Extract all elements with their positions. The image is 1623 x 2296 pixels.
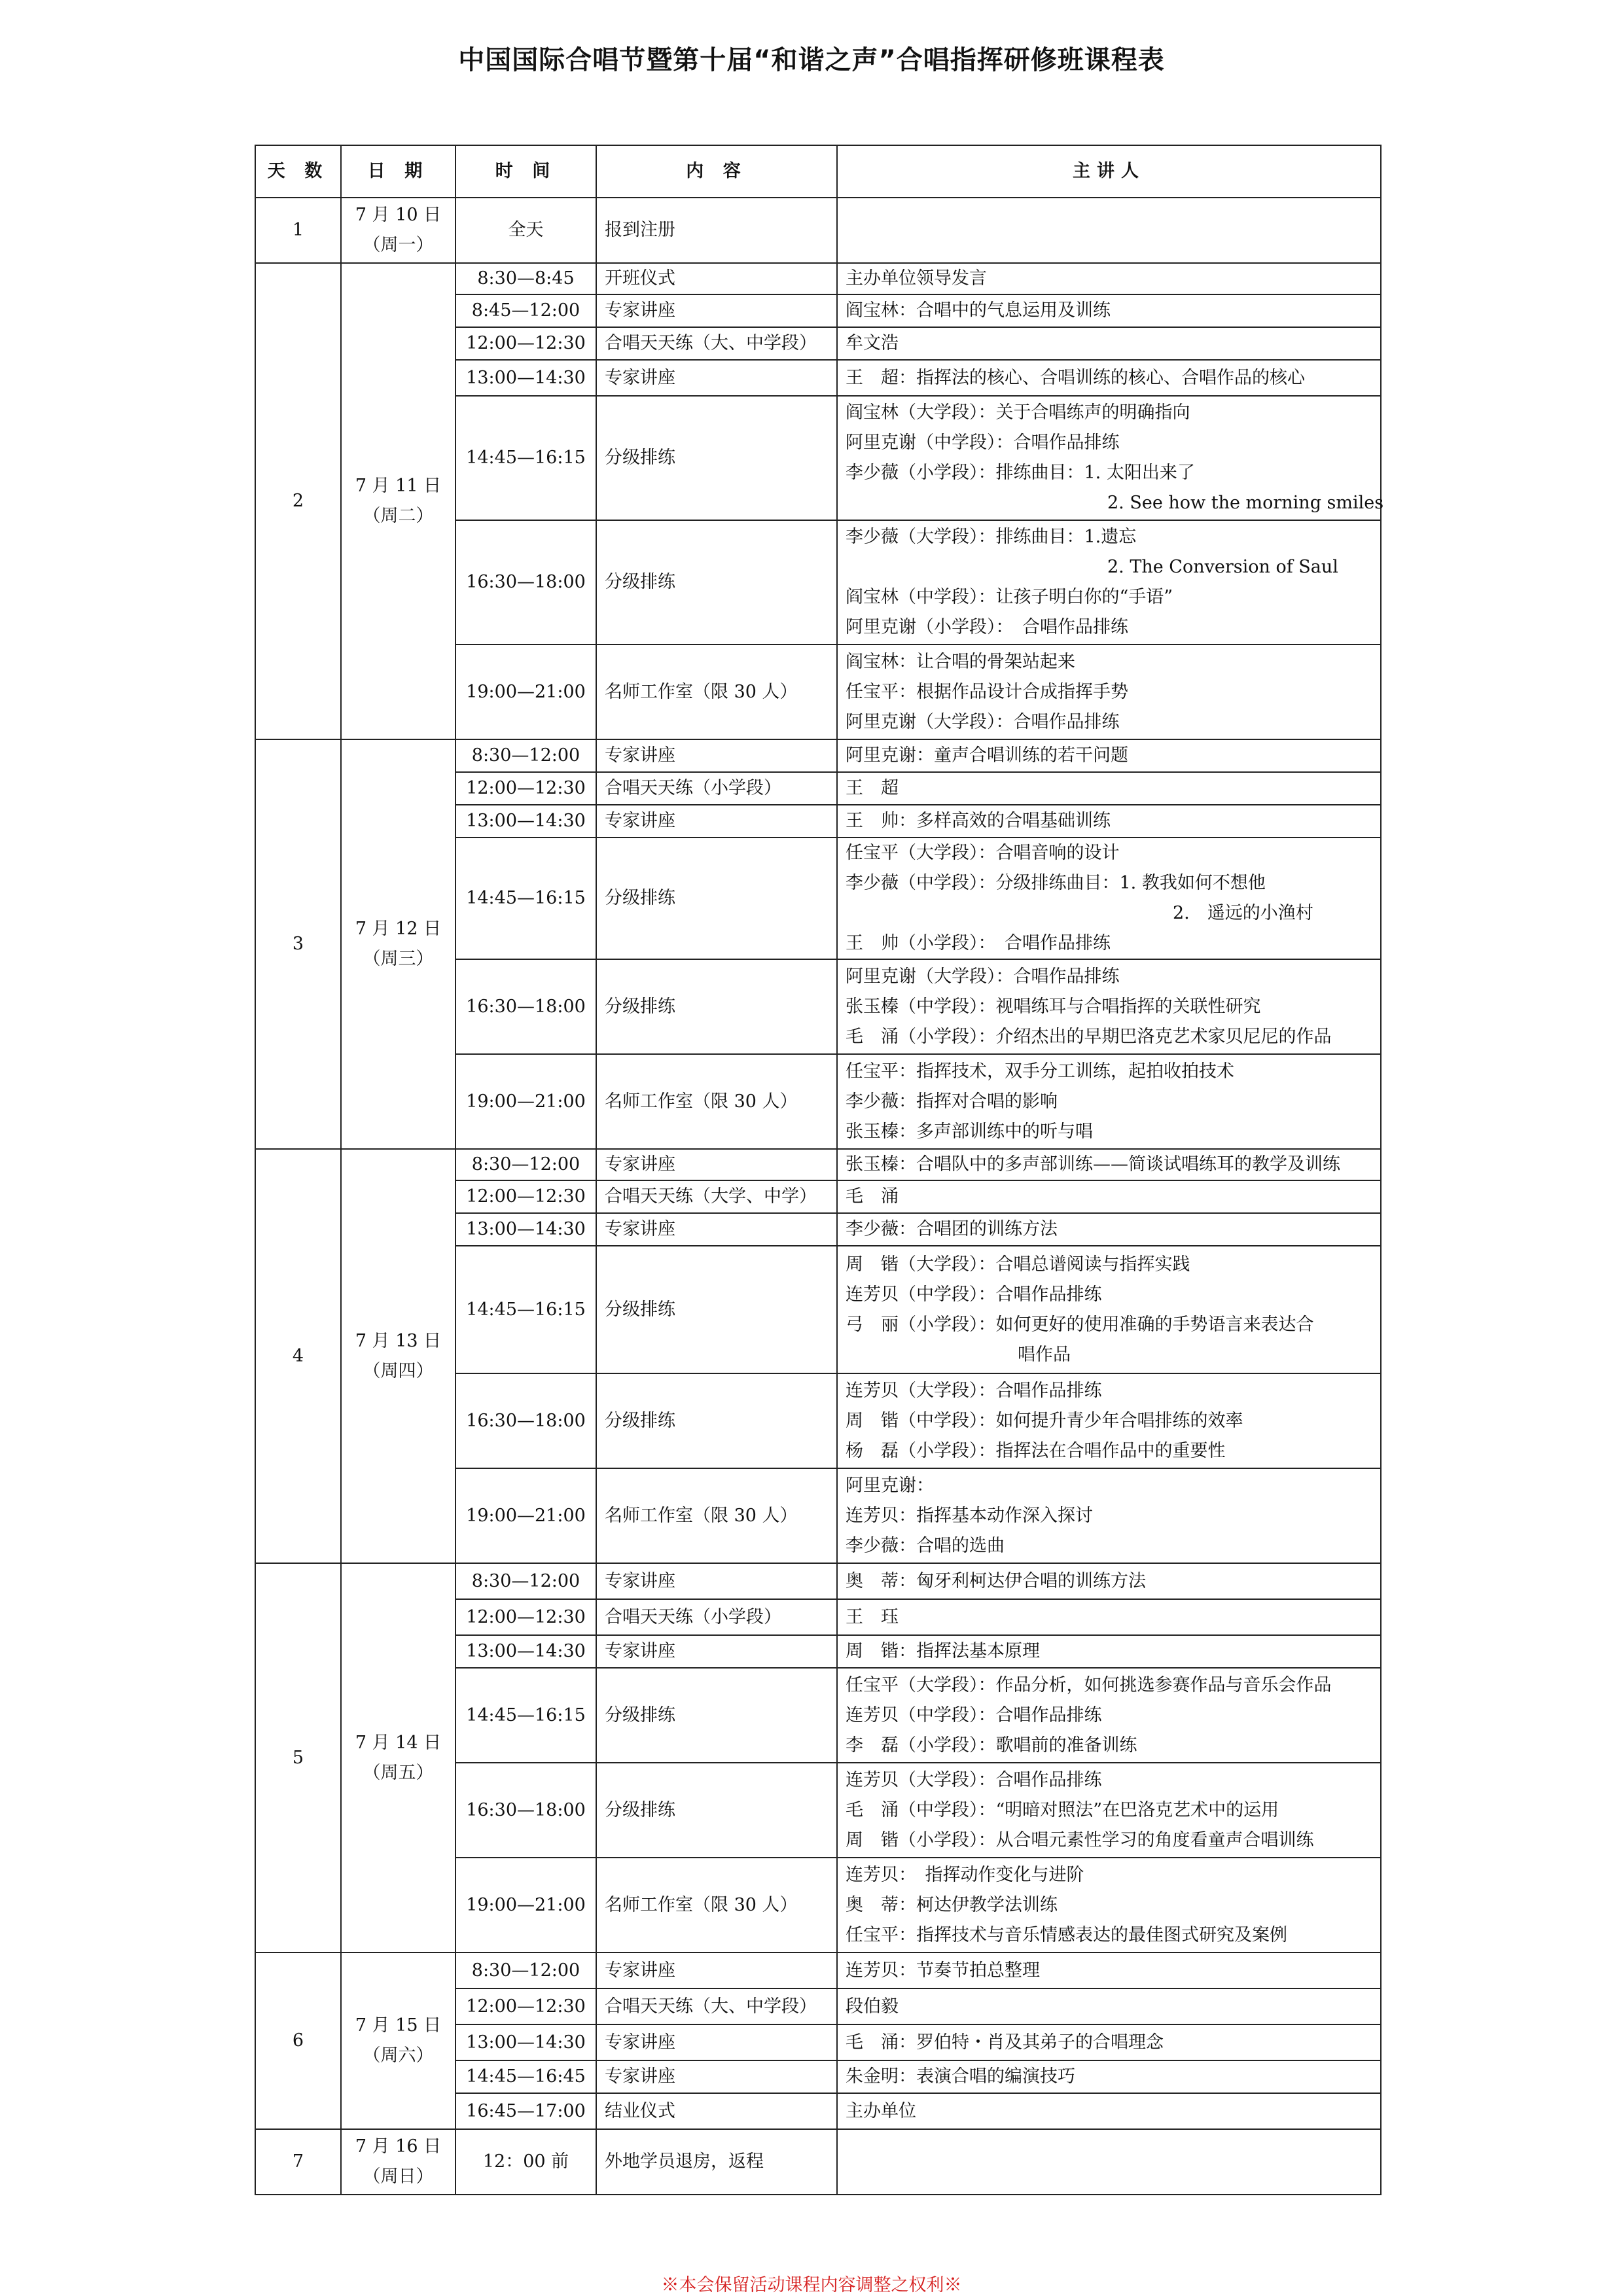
session-time: 14:45—16:15	[455, 396, 596, 520]
session-time: 12:00—12:30	[455, 772, 596, 805]
date-line: （周一）	[363, 235, 434, 255]
speaker-line: 阎宝林（大学段）：关于合唱练声的明确指向	[846, 402, 1190, 423]
speaker-line: 阿里克谢（小学段）： 合唱作品排练	[846, 617, 1128, 637]
session-content: 分级排练	[596, 520, 837, 645]
session-speaker	[837, 360, 1381, 396]
session-time: 8:30—8:45	[455, 263, 596, 294]
session-content: 开班仪式	[596, 263, 837, 294]
session-time: 19:00—21:00	[455, 1468, 596, 1563]
date-line: （周三）	[363, 949, 434, 969]
session-speaker	[837, 2024, 1381, 2060]
speaker-line: 主办单位领导发言	[846, 268, 987, 289]
speaker-line: 主办单位	[846, 2100, 916, 2121]
session-content: 名师工作室（限 30 人）	[596, 1054, 837, 1149]
session-speaker	[837, 520, 1381, 645]
session-time: 16:30—18:00	[455, 959, 596, 1054]
speaker-line: 李少薇（中学段）：分级排练曲目：1. 教我如何不想他	[846, 873, 1266, 893]
session-time: 13:00—14:30	[455, 360, 596, 396]
speaker-line: 阿里克谢：童声合唱训练的若干问题	[846, 745, 1128, 766]
session-content: 专家讲座	[596, 360, 837, 396]
session-speaker	[837, 1952, 1381, 1988]
speaker-line: 阎宝林：合唱中的气息运用及训练	[846, 300, 1111, 321]
session-speaker	[837, 2129, 1381, 2195]
speaker-line: 任宝平（大学段）：合唱音响的设计	[846, 843, 1120, 863]
speaker-line: 李少薇：合唱的选曲	[846, 1535, 1005, 1556]
speaker-line: 阿里克谢（大学段）：合唱作品排练	[846, 966, 1120, 987]
date-line: 7 月 16 日	[355, 2136, 442, 2157]
session-speaker	[837, 1563, 1381, 1599]
day-number: 1	[255, 198, 341, 263]
session-content: 专家讲座	[596, 294, 837, 327]
schedule-table	[255, 145, 1382, 2195]
speaker-line: 王 帅：多样高效的合唱基础训练	[846, 811, 1111, 831]
session-content: 分级排练	[596, 1373, 837, 1468]
session-time: 全天	[455, 198, 596, 263]
speaker-line: 连芳贝（中学段）：合唱作品排练	[846, 1704, 1102, 1725]
speaker-line: 2. The Conversion of Saul	[1107, 557, 1338, 577]
session-time: 8:30—12:00	[455, 1952, 596, 1988]
session-speaker	[837, 1635, 1381, 1668]
day-number: 5	[255, 1563, 341, 1952]
session-time: 14:45—16:15	[455, 838, 596, 959]
speaker-line: 2. See how the morning smiles	[1107, 493, 1384, 513]
session-time: 16:30—18:00	[455, 520, 596, 645]
session-speaker	[837, 838, 1381, 959]
date-line: 7 月 12 日	[355, 919, 442, 939]
session-time: 13:00—14:30	[455, 2024, 596, 2060]
date-line: （周四）	[363, 1360, 434, 1381]
date-line: 7 月 14 日	[355, 1732, 442, 1753]
session-speaker	[837, 1763, 1381, 1858]
table-row	[255, 1563, 1381, 1599]
table-row	[255, 1952, 1381, 1988]
session-speaker	[837, 1149, 1381, 1180]
date-line: 7 月 11 日	[355, 476, 442, 496]
speaker-line: 朱金明：表演合唱的编演技巧	[846, 2066, 1075, 2087]
session-speaker	[837, 1054, 1381, 1149]
speaker-line: 张玉榛（中学段）：视唱练耳与合唱指挥的关联性研究	[846, 996, 1261, 1017]
speaker-line: 任宝平：指挥技术，双手分工训练，起拍收拍技术	[846, 1061, 1234, 1082]
session-content: 名师工作室（限 30 人）	[596, 1858, 837, 1952]
session-speaker	[837, 1180, 1381, 1213]
date-line: 7 月 13 日	[355, 1330, 442, 1351]
session-content: 合唱天天练（大学、中学）	[596, 1180, 837, 1213]
speaker-line: 段伯毅	[846, 1996, 899, 2017]
session-time: 12：00 前	[455, 2129, 596, 2195]
session-content: 分级排练	[596, 1246, 837, 1373]
speaker-line: 2. 遥远的小渔村	[1173, 903, 1313, 923]
speaker-line: 奥 蒂：匈牙利柯达伊合唱的训练方法	[846, 1570, 1146, 1591]
header-row	[255, 145, 1381, 198]
speaker-line: 连芳贝：节奏节拍总整理	[846, 1960, 1040, 1981]
day-number: 6	[255, 1952, 341, 2129]
speaker-line: 王 帅（小学段）： 合唱作品排练	[846, 933, 1111, 953]
session-speaker	[837, 1246, 1381, 1373]
session-time: 8:45—12:00	[455, 294, 596, 327]
speaker-line: 连芳贝： 指挥动作变化与进阶	[846, 1864, 1084, 1885]
session-time: 12:00—12:30	[455, 1988, 596, 2024]
session-speaker	[837, 1468, 1381, 1563]
day-date	[341, 263, 455, 739]
day-number: 4	[255, 1149, 341, 1563]
speaker-line: 周 锴（中学段）：如何提升青少年合唱排练的效率	[846, 1410, 1243, 1431]
speaker-line: 任宝平：指挥技术与音乐情感表达的最佳图式研究及案例	[846, 1924, 1287, 1945]
session-time: 14:45—16:15	[455, 1668, 596, 1763]
session-time: 12:00—12:30	[455, 1180, 596, 1213]
session-content: 专家讲座	[596, 2060, 837, 2093]
session-time: 13:00—14:30	[455, 1635, 596, 1668]
speaker-line: 连芳贝：指挥基本动作深入探讨	[846, 1505, 1093, 1526]
speaker-line: 毛 涌（小学段）：介绍杰出的早期巴洛克艺术家贝尼尼的作品	[846, 1026, 1332, 1047]
speaker-line: 李少薇：指挥对合唱的影响	[846, 1091, 1058, 1112]
table-row	[255, 1149, 1381, 1180]
speaker-line: 阿里克谢（大学段）：合唱作品排练	[846, 711, 1120, 732]
session-time: 19:00—21:00	[455, 1858, 596, 1952]
session-content: 合唱天天练（小学段）	[596, 772, 837, 805]
speaker-line: 连芳贝（大学段）：合唱作品排练	[846, 1380, 1102, 1401]
session-speaker	[837, 1988, 1381, 2024]
speaker-line: 李少薇：合唱团的训练方法	[846, 1219, 1058, 1239]
speaker-line: 杨 磊（小学段）：指挥法在合唱作品中的重要性	[846, 1440, 1226, 1461]
session-speaker	[837, 1213, 1381, 1246]
speaker-line: 周 锴（大学段）：合唱总谱阅读与指挥实践	[846, 1254, 1190, 1275]
day-date	[341, 198, 455, 263]
session-time: 19:00—21:00	[455, 1054, 596, 1149]
session-time: 12:00—12:30	[455, 1599, 596, 1635]
day-date	[341, 2129, 455, 2195]
session-time: 13:00—14:30	[455, 1213, 596, 1246]
session-time: 13:00—14:30	[455, 805, 596, 838]
header-time: 时 间	[455, 145, 596, 198]
speaker-line: 阿里克谢：	[846, 1475, 934, 1496]
header-date: 日 期	[341, 145, 455, 198]
session-time: 8:30—12:00	[455, 1563, 596, 1599]
session-speaker	[837, 739, 1381, 772]
table-row	[255, 2129, 1381, 2195]
speaker-line: 王 超	[846, 778, 899, 798]
session-content: 报到注册	[596, 198, 837, 263]
day-date	[341, 1563, 455, 1952]
speaker-line: 任宝平（大学段）：作品分析，如何挑选参赛作品与音乐会作品	[846, 1674, 1332, 1695]
session-speaker	[837, 805, 1381, 838]
session-content: 分级排练	[596, 396, 837, 520]
date-line: （周五）	[363, 1762, 434, 1783]
speaker-line: 任宝平：根据作品设计合成指挥手势	[846, 681, 1128, 702]
session-content: 分级排练	[596, 838, 837, 959]
day-number: 7	[255, 2129, 341, 2195]
header-day: 天 数	[255, 145, 341, 198]
speaker-line: 李 磊（小学段）：歌唱前的准备训练	[846, 1735, 1137, 1756]
session-speaker	[837, 1373, 1381, 1468]
speaker-line: 阎宝林（中学段）：让孩子明白你的“手语”	[846, 587, 1173, 607]
footer-note: ※本会保留活动课程内容调整之权利※	[661, 2275, 962, 2295]
speaker-line: 奥 蒂：柯达伊教学法训练	[846, 1894, 1058, 1915]
date-line: 7 月 10 日	[355, 205, 442, 225]
day-date	[341, 1149, 455, 1563]
session-time: 16:30—18:00	[455, 1373, 596, 1468]
table-row	[255, 739, 1381, 772]
speaker-line: 毛 涌	[846, 1186, 899, 1207]
session-content: 分级排练	[596, 959, 837, 1054]
page-title: 中国国际合唱节暨第十届“和谐之声”合唱指挥研修班课程表	[458, 45, 1165, 75]
session-speaker	[837, 2060, 1381, 2093]
session-content: 名师工作室（限 30 人）	[596, 1468, 837, 1563]
date-line: （周二）	[363, 506, 434, 526]
session-speaker	[837, 327, 1381, 360]
session-speaker	[837, 294, 1381, 327]
speaker-line: 周 锴：指挥法基本原理	[846, 1641, 1040, 1661]
speaker-line: 王 超：指挥法的核心、合唱训练的核心、合唱作品的核心	[846, 367, 1305, 388]
speaker-line: 弓 丽（小学段）：如何更好的使用准确的手势语言来表达合	[846, 1314, 1314, 1335]
session-content: 分级排练	[596, 1668, 837, 1763]
header-speaker: 主讲人	[837, 145, 1381, 198]
session-speaker	[837, 1599, 1381, 1635]
day-number: 3	[255, 739, 341, 1149]
session-content: 专家讲座	[596, 2024, 837, 2060]
schedule-body	[255, 198, 1384, 2195]
session-time: 19:00—21:00	[455, 645, 596, 739]
session-speaker	[837, 396, 1384, 520]
session-content: 合唱天天练（大、中学段）	[596, 327, 837, 360]
speaker-line: 张玉榛：多声部训练中的听与唱	[846, 1121, 1093, 1142]
session-content: 合唱天天练（大、中学段）	[596, 1988, 837, 2024]
session-content: 专家讲座	[596, 1635, 837, 1668]
speaker-line: 李少薇（大学段）：排练曲目：1.遗忘	[846, 527, 1137, 547]
speaker-line: 毛 涌（中学段）：“明暗对照法”在巴洛克艺术中的运用	[846, 1799, 1279, 1820]
speaker-line: 周 锴（小学段）：从合唱元素性学习的角度看童声合唱训练	[846, 1829, 1314, 1850]
session-content: 外地学员退房，返程	[596, 2129, 837, 2195]
session-content: 专家讲座	[596, 1213, 837, 1246]
session-time: 14:45—16:45	[455, 2060, 596, 2093]
speaker-line: 唱作品	[1018, 1344, 1071, 1365]
table-row	[255, 263, 1381, 294]
session-content: 专家讲座	[596, 1563, 837, 1599]
speaker-line: 阎宝林：让合唱的骨架站起来	[846, 651, 1075, 672]
table-row	[255, 198, 1381, 263]
session-content: 专家讲座	[596, 805, 837, 838]
speaker-line: 毛 涌：罗伯特・肖及其弟子的合唱理念	[846, 2032, 1164, 2053]
session-content: 专家讲座	[596, 1149, 837, 1180]
day-number: 2	[255, 263, 341, 739]
day-date	[341, 739, 455, 1149]
session-speaker	[837, 263, 1381, 294]
session-speaker	[837, 959, 1381, 1054]
speaker-line: 李少薇（小学段）：排练曲目：1. 太阳出来了	[846, 463, 1195, 483]
session-speaker	[837, 1668, 1381, 1763]
session-time: 16:45—17:00	[455, 2093, 596, 2129]
date-line: （周日）	[363, 2166, 434, 2187]
session-speaker	[837, 772, 1381, 805]
speaker-line: 阿里克谢（中学段）：合唱作品排练	[846, 433, 1120, 453]
speaker-line: 牟文浩	[846, 333, 899, 353]
session-time: 16:30—18:00	[455, 1763, 596, 1858]
session-speaker	[837, 2093, 1381, 2129]
speaker-line: 连芳贝（大学段）：合唱作品排练	[846, 1769, 1102, 1790]
session-time: 12:00—12:30	[455, 327, 596, 360]
speaker-line: 王 珏	[846, 1606, 899, 1627]
speaker-line: 连芳贝（中学段）：合唱作品排练	[846, 1284, 1102, 1305]
session-content: 合唱天天练（小学段）	[596, 1599, 837, 1635]
header-content: 内 容	[596, 145, 837, 198]
session-time: 14:45—16:15	[455, 1246, 596, 1373]
session-speaker	[837, 645, 1381, 739]
date-line: 7 月 15 日	[355, 2015, 442, 2036]
date-line: （周六）	[363, 2045, 434, 2066]
day-date	[341, 1952, 455, 2129]
session-time: 8:30—12:00	[455, 1149, 596, 1180]
session-content: 结业仪式	[596, 2093, 837, 2129]
speaker-line: 张玉榛：合唱队中的多声部训练——简谈试唱练耳的教学及训练	[846, 1154, 1340, 1174]
session-speaker	[837, 1858, 1381, 1952]
session-content: 专家讲座	[596, 1952, 837, 1988]
session-content: 专家讲座	[596, 739, 837, 772]
session-time: 8:30—12:00	[455, 739, 596, 772]
session-content: 分级排练	[596, 1763, 837, 1858]
session-speaker	[837, 198, 1381, 263]
session-content: 名师工作室（限 30 人）	[596, 645, 837, 739]
